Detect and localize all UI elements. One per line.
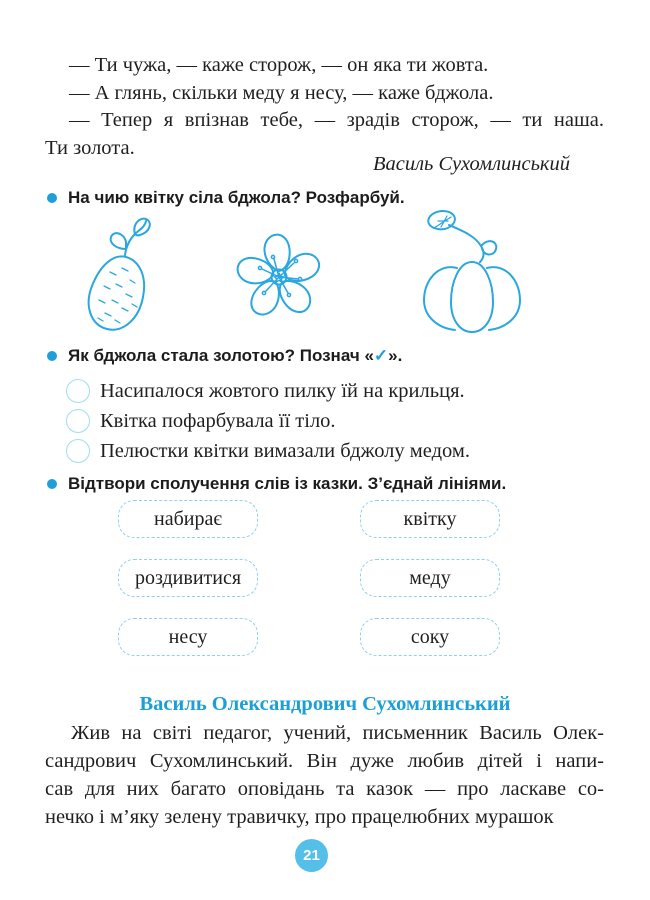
story-line: — А глянь, скільки меду я несу, — каже бджола. — [69, 81, 494, 104]
word-label: роздивитися — [134, 566, 242, 589]
bio-heading: Василь Олександрович Сухомлинський — [139, 693, 511, 715]
flower-drawing[interactable] — [226, 217, 332, 329]
word-label: меду — [409, 566, 451, 589]
task-instruction: Відтвори сполучення слів із казки. З’єднай лініями. — [68, 474, 507, 493]
word-label: набирає — [154, 507, 222, 530]
option-row — [66, 379, 470, 403]
story-line: — Ти чужа, — каже сторож, — он яка ти жовта. — [69, 54, 489, 76]
task-instruction: Як бджола стала золотою? Познач «✓». — [68, 346, 403, 365]
pumpkin-drawing[interactable] — [404, 204, 540, 336]
word-box-right[interactable] — [360, 500, 500, 538]
bio-line: Жив на світі педагог, учений, письменник Василь Олек- — [71, 722, 604, 744]
bullet-icon — [47, 351, 57, 361]
check-icon: ✓ — [373, 346, 389, 365]
story-paragraph — [45, 52, 604, 162]
option-row — [66, 409, 470, 433]
option-label: Квітка пофарбувала її тіло. — [100, 409, 336, 432]
cucumber-leaf — [111, 233, 126, 249]
word-label: несу — [168, 625, 208, 648]
word-box-right[interactable] — [360, 559, 500, 597]
pumpkin-stem-curl — [481, 241, 496, 254]
story-line: Ти золота. — [45, 136, 135, 159]
checkbox-circle[interactable] — [66, 379, 90, 403]
bio-line: нечко і м’яку зелену травичку, про працелюбних мурашок — [45, 806, 554, 828]
word-box-left[interactable] — [118, 559, 258, 597]
pumpkin-center-lobe — [451, 262, 493, 332]
word-box-left[interactable] — [118, 500, 258, 538]
word-matching-area — [0, 500, 650, 656]
bio-paragraph — [45, 719, 604, 831]
bio-line: сандрович Сухомлинський. Він дуже любив дітей і напи- — [45, 750, 604, 772]
option-row — [66, 439, 470, 463]
cucumber-texture — [98, 268, 137, 323]
bullet-icon — [47, 193, 57, 203]
author-attribution: Василь Сухомлинський — [372, 153, 570, 175]
task-instruction: На чию квітку сіла бджола? Розфарбуй. — [68, 188, 405, 207]
checkbox-circle[interactable] — [66, 439, 90, 463]
cucumber-body — [89, 256, 144, 329]
checkbox-circle[interactable] — [66, 409, 90, 433]
pumpkin-stem — [449, 225, 484, 262]
task-connect-words — [45, 474, 610, 494]
answer-options — [66, 379, 470, 469]
story-line: — Тепер я впізнав тебе, — зрадів сторож, — ти наша. — [69, 109, 604, 131]
word-box-left[interactable] — [118, 618, 258, 656]
page-number-badge: 21 — [295, 839, 328, 872]
option-label: Пелюстки квітки вимазали бджолу медом. — [100, 439, 470, 462]
bio-line: сав для них багато оповідань та казок — про ласкаве со- — [45, 778, 604, 800]
task-mark-answer — [45, 346, 610, 366]
word-label: соку — [410, 625, 450, 648]
option-label: Насипалося жовтого пилку їй на крильця. — [100, 379, 465, 402]
pumpkin-leaf-veins — [434, 216, 451, 228]
word-label: квітку — [403, 507, 457, 530]
word-box-right[interactable] — [360, 618, 500, 656]
cucumber-drawing[interactable] — [68, 210, 170, 336]
bullet-icon — [47, 479, 57, 489]
